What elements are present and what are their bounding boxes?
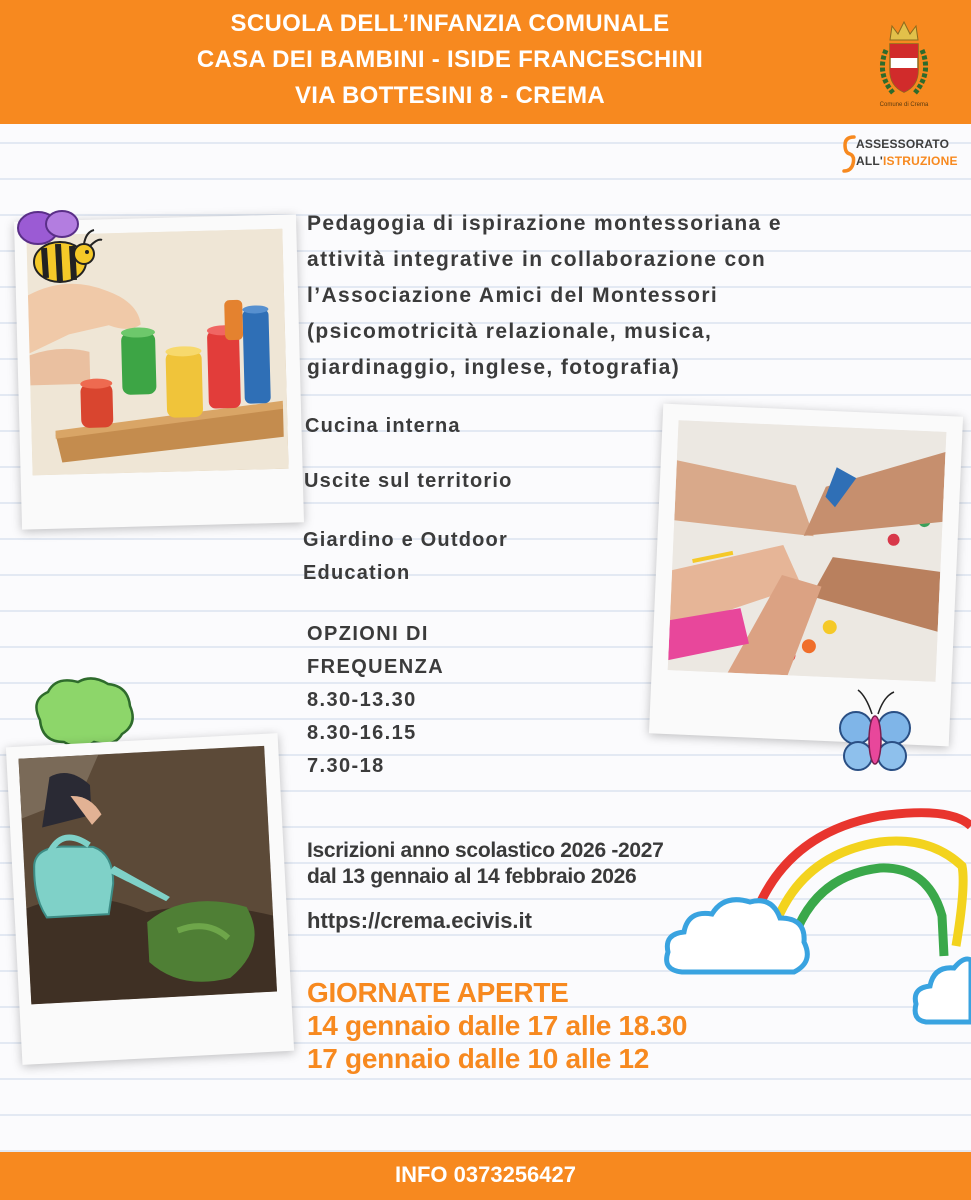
crest-caption: Comune di Crema bbox=[879, 102, 929, 108]
cloud-icon bbox=[912, 950, 971, 1030]
feature-uscite: Uscite sul territorio bbox=[304, 470, 513, 492]
butterfly-icon bbox=[836, 684, 914, 776]
open-day-1: 14 gennaio dalle 17 alle 18.30 bbox=[307, 1010, 688, 1041]
assessorato-line1: ASSESSORATO bbox=[856, 137, 950, 151]
feature-giardino bbox=[303, 524, 508, 590]
bee-icon bbox=[12, 206, 104, 288]
assessorato-prefix: ALL' bbox=[856, 154, 883, 168]
footer-info-phone: INFO 0373256427 bbox=[394, 1162, 577, 1187]
photo-watering-garden bbox=[6, 733, 294, 1065]
school-type-title: SCUOLA DELL’INFANZIA COMUNALE bbox=[230, 10, 670, 37]
open-days-title: GIORNATE APERTE bbox=[307, 977, 569, 1008]
frequency-options bbox=[307, 618, 444, 783]
intro-line: l’Associazione Amici del Montessori bbox=[307, 284, 719, 307]
enrollment-dates: dal 13 gennaio al 14 febbraio 2026 bbox=[307, 865, 637, 888]
open-day-2: 17 gennaio dalle 10 alle 12 bbox=[307, 1043, 650, 1074]
assessorato-accent: ISTRUZIONE bbox=[882, 154, 958, 168]
options-title-line2: FREQUENZA bbox=[307, 656, 445, 678]
open-days bbox=[307, 976, 687, 1075]
feature-giardino-line2: Education bbox=[303, 562, 411, 584]
option-time: 8.30-13.30 bbox=[307, 689, 417, 711]
intro-line: Pedagogia di ispirazione montessoriana e bbox=[307, 212, 782, 235]
assessorato-line2 bbox=[856, 154, 958, 168]
option-time: 8.30-16.15 bbox=[307, 722, 417, 744]
intro-line: attività integrative in collaborazione con bbox=[307, 248, 767, 271]
footer-bar bbox=[0, 1152, 971, 1200]
enrollment-info bbox=[307, 838, 664, 890]
intro-line: giardinaggio, inglese, fotografia) bbox=[307, 356, 681, 379]
enrollment-link[interactable]: https://crema.ecivis.it bbox=[307, 908, 532, 933]
options-title-line1: OPZIONI DI bbox=[307, 623, 429, 645]
crest-icon bbox=[872, 10, 936, 114]
assessorato-logo bbox=[842, 134, 962, 176]
cloud-icon bbox=[662, 892, 814, 984]
school-address-title: VIA BOTTESINI 8 - CREMA bbox=[294, 82, 606, 109]
school-name-title: CASA DEI BAMBINI - ISIDE FRANCESCHINI bbox=[196, 46, 704, 73]
enrollment-year: Iscrizioni anno scolastico 2026 -2027 bbox=[307, 839, 664, 862]
photo-children-hands bbox=[649, 404, 963, 747]
header-bar bbox=[0, 0, 971, 124]
option-time: 7.30-18 bbox=[307, 755, 385, 777]
assessorato-logo-icon bbox=[842, 134, 856, 174]
feature-cucina: Cucina interna bbox=[305, 415, 461, 437]
feature-giardino-line1: Giardino e Outdoor bbox=[303, 529, 508, 551]
intro-paragraph bbox=[307, 206, 927, 386]
intro-line: (psicomotricità relazionale, musica, bbox=[307, 320, 713, 343]
